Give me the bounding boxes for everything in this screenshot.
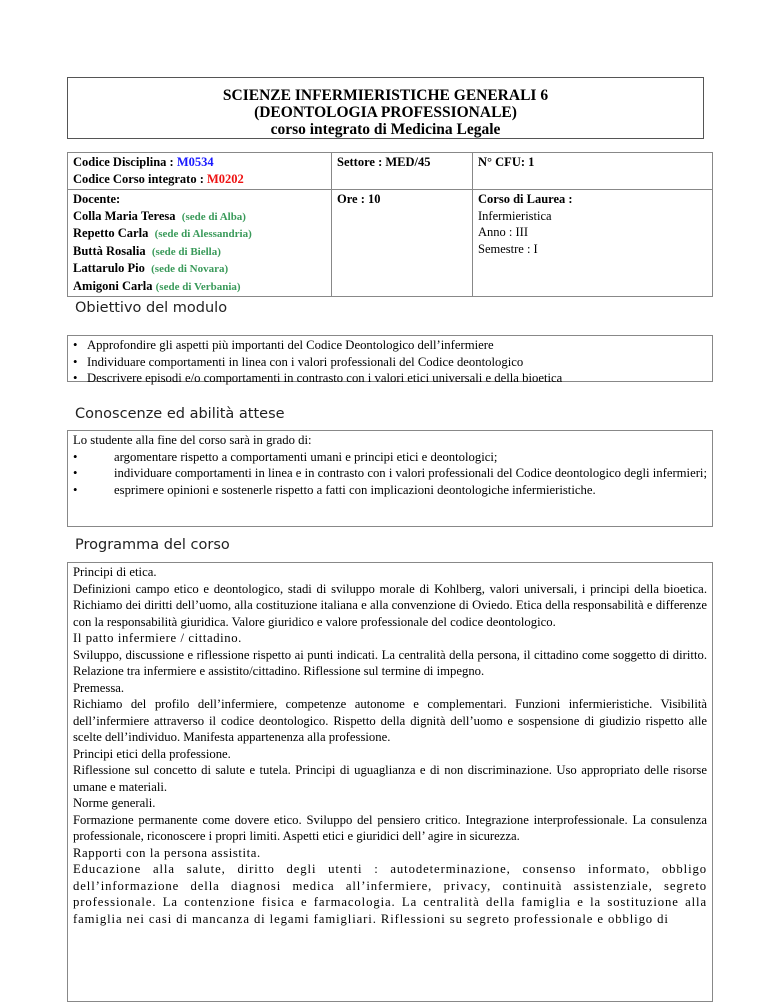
obiettivo-box xyxy=(67,335,713,385)
programma-text: Sviluppo, discussione e riflessione rispetto ai punti indicati. La centralità della persona, il cittadino come soggetto di diritto. Relazione tra infermiere e assistito/cittadino. Riflessione sul termine di impegno. xyxy=(73,647,707,678)
obiettivo-item: • Individuare comportamenti in linea con i valori professionali del Codice deontologico xyxy=(73,354,707,371)
programma-text: Richiamo del profilo dell’infermiere, competenze autonome e complementari. Funzioni infermieristiche. Visibilità dell’infermiere attraverso il codice deontologico. Rispetto della dignità dell’uomo e sospensione di giudizio rispetto alle scelte dell’individuo. Manifesta appartenenza alla professione. xyxy=(73,697,707,744)
docente-item: Buttà Rosalia (sede di Biella) xyxy=(73,243,221,258)
docente-item: Amigoni Carla (sede di Verbania) xyxy=(73,278,241,293)
title-line-1: SCIENZE INFERMIERISTICHE GENERALI 6 xyxy=(222,87,549,104)
docente-item: Repetto Carla (sede di Alessandria) xyxy=(73,226,252,240)
docenti-cell xyxy=(68,190,332,297)
title-line-2: (DEONTOLOGIA PROFESSIONALE) xyxy=(254,104,517,121)
cfu: N° CFU: 1 xyxy=(473,153,713,190)
conoscenze-item: • esprimere opinioni e sostenerle rispetto a fatti con implicazioni deontologiche infermieristiche. xyxy=(73,482,707,499)
obiettivo-item: • Descrivere episodi e/o comportamenti in contrasto con i valori etici universali e della bioetica xyxy=(73,370,707,387)
obiettivo-heading: Obiettivo del modulo xyxy=(75,300,228,316)
programma-topic: Norme generali. xyxy=(73,796,156,810)
codice-corso: M0202 xyxy=(207,171,244,186)
programma-topic: Il patto infermiere / cittadino. xyxy=(73,631,242,645)
course-info-table xyxy=(67,152,713,297)
docente-label: Docente: xyxy=(73,192,121,206)
programma-box xyxy=(67,562,713,1002)
ore: Ore : 10 xyxy=(332,190,473,297)
codes-cell xyxy=(68,153,332,190)
corso-label: Corso di Laurea : xyxy=(478,192,573,206)
conoscenze-intro: Lo studente alla fine del corso sarà in grado di: xyxy=(73,433,312,447)
conoscenze-heading: Conoscenze ed abilità attese xyxy=(75,406,285,422)
codice-disciplina: M0534 xyxy=(176,155,214,169)
docente-item: Lattarulo Pio (sede di Novara) xyxy=(73,261,229,275)
codice-corso-label: Codice Corso integrato : xyxy=(73,171,207,186)
programma-text: Formazione permanente come dovere etico. Sviluppo del pensiero critico. Integrazione interprofessionale. La consulenza professionale, riconoscere i propri limiti. Aspetti etici e giuridici dell’ agire in sicurezza. xyxy=(73,812,707,843)
programma-topic: Principi etici della professione. xyxy=(73,746,231,761)
codice-disciplina-label: Codice Disciplina : xyxy=(73,155,177,169)
corso-cell xyxy=(473,190,713,297)
title-line-3: corso integrato di Medicina Legale xyxy=(270,121,501,138)
conoscenze-item: • individuare comportamenti in linea e in contrasto con i valori professionali del Codice deontologico degli infermieri; xyxy=(73,465,707,482)
corso: Infermieristica xyxy=(478,208,552,223)
title-box xyxy=(67,77,704,139)
anno: Anno : III xyxy=(478,225,528,239)
programma-topic: Rapporti con la persona assistita. xyxy=(73,845,261,860)
programma-text: Riflessione sul concetto di salute e tutela. Principi di uguaglianza e di non discriminazione. Uso appropriato delle risorse umane e materiali. xyxy=(73,763,707,794)
docente-item: Colla Maria Teresa (sede di Alba) xyxy=(73,208,246,223)
semestre: Semestre : I xyxy=(478,241,538,256)
programma-text: Definizioni campo etico e deontologico, stadi di sviluppo morale di Kohlberg, valori universali, i principi della bioetica. Richiamo dei diritti dell’uomo, alla costituzione italiana e alla convenzione di Oviedo. Etica della responsabilità e differenze con la responsabilità giuridica. Valore giuridico e valore professionale del codice deontologico. xyxy=(73,581,707,629)
programma-topic: Premessa. xyxy=(73,680,125,695)
programma-heading: Programma del corso xyxy=(75,537,230,553)
conoscenze-item: • argomentare rispetto a comportamenti umani e principi etici e deontologici; xyxy=(73,449,707,466)
obiettivo-item: • Approfondire gli aspetti più importanti del Codice Deontologico dell’infermiere xyxy=(73,337,707,354)
settore: Settore : MED/45 xyxy=(332,153,473,190)
programma-topic: Principi di etica. xyxy=(73,565,157,579)
conoscenze-box xyxy=(67,430,713,527)
programma-text: Educazione alla salute, diritto degli utenti : autodeterminazione, consenso informato, obbligo dell’informazione della diagnosi medica all’infermiere, privacy, continuità assistenziale, segreto professionale. La contenzione fisica e farmacologia. La centralità della famiglia e la sostituzione alla famiglia nei casi di mancanza di legami famigliari. Riflessioni su segreto professionale e obbligo di xyxy=(73,862,707,926)
